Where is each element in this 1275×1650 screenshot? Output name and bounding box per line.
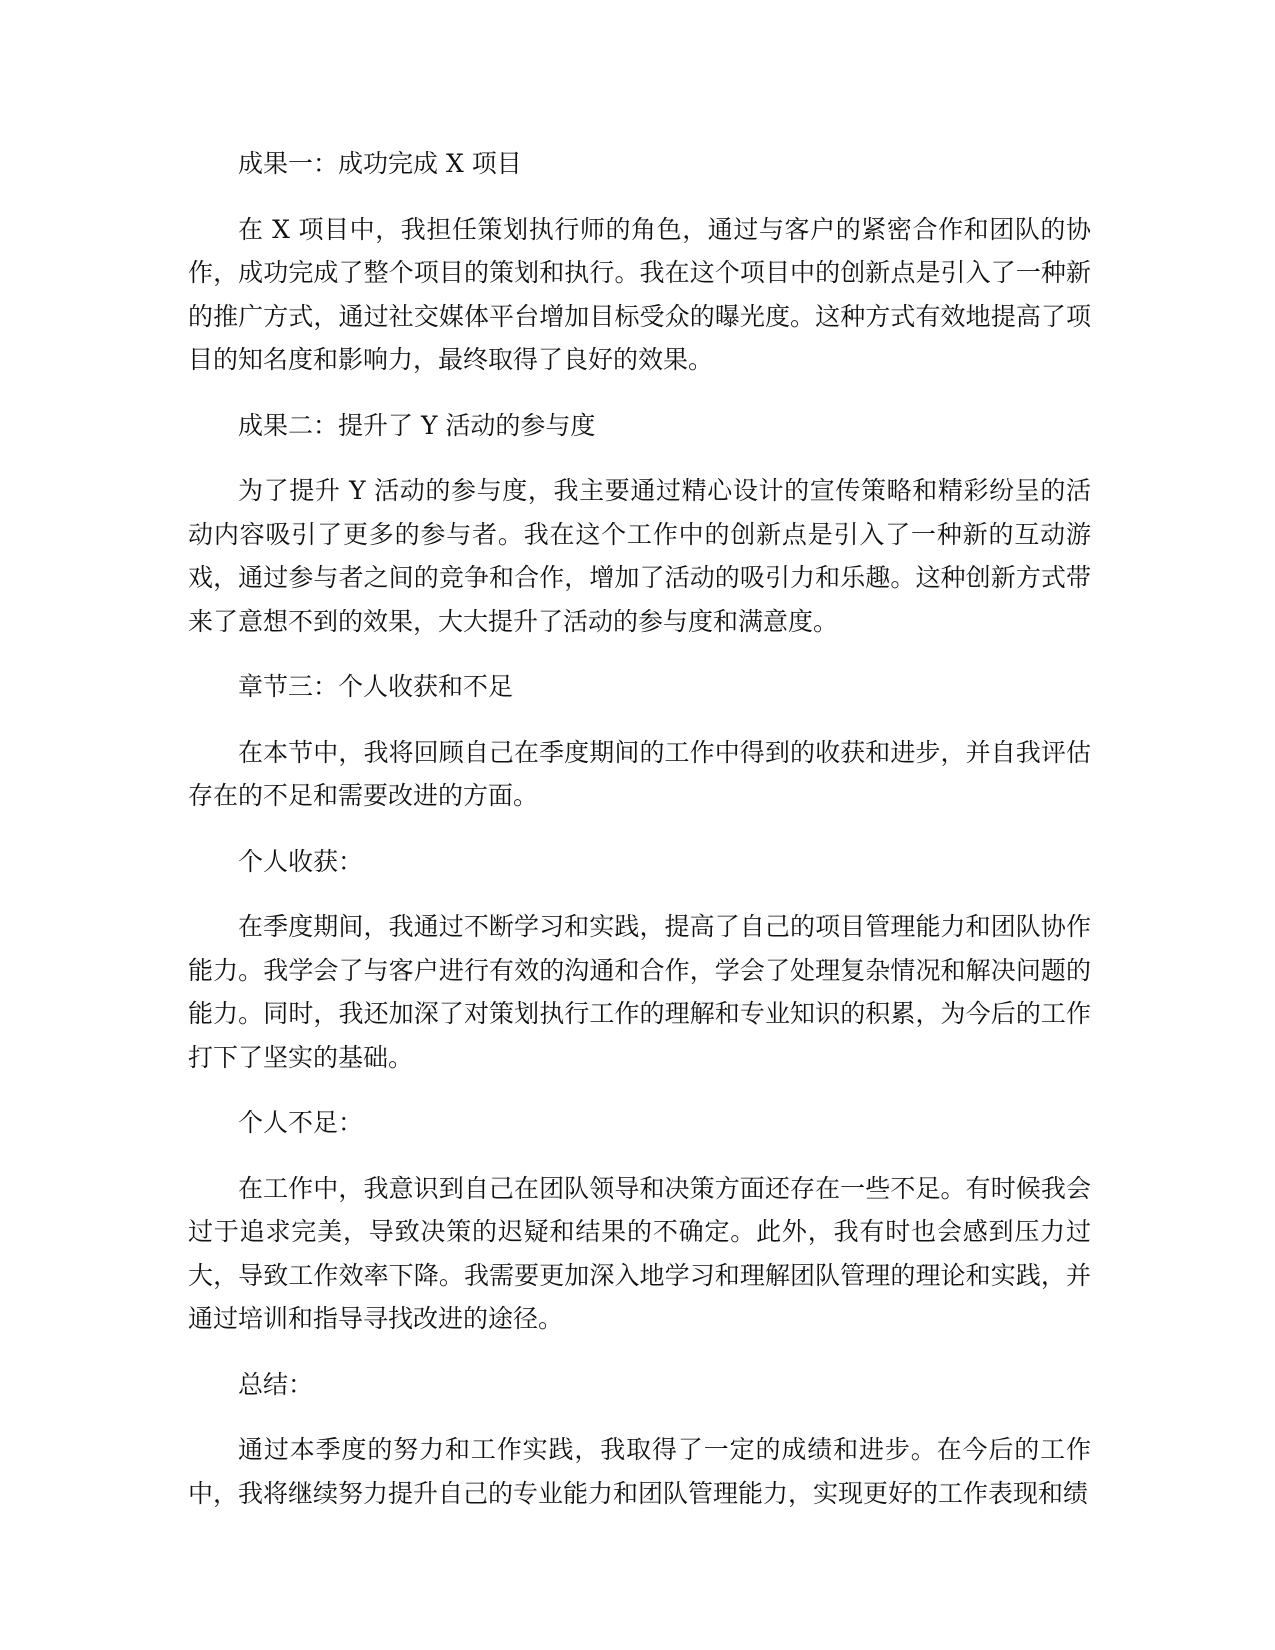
body-paragraph-personal-gains: 在季度期间，我通过不断学习和实践，提高了自己的项目管理能力和团队协作能力。我学会了与客户进行有效的沟通和合作，学会了处理复杂情况和解决问题的能力。同时，我还加深了对策划执行工作的理解和专业知识的积累，为今后的工作打下了坚实的基础。	[188, 912, 1091, 1072]
section-heading-personal-shortcomings: 个人不足：	[238, 1108, 364, 1137]
body-paragraph-chapter-intro: 在本节中，我将回顾自己在季度期间的工作中得到的收获和进步，并自我评估存在的不足和需要改进的方面。	[188, 737, 1091, 810]
section-heading-achievement-2: 成果二：提升了 Y 活动的参与度	[238, 410, 596, 440]
body-paragraph-personal-shortcomings: 在工作中，我意识到自己在团队领导和决策方面还存在一些不足。有时候我会过于追求完美，导致决策的迟疑和结果的不确定。此外，我有时也会感到压力过大，导致工作效率下降。我需要更加深入地学习和理解团队管理的理论和实践，并通过培训和指导寻找改进的途径。	[188, 1173, 1091, 1333]
section-heading-achievement-1: 成果一：成功完成 X 项目	[238, 149, 522, 178]
body-paragraph-achievement-2: 为了提升 Y 活动的参与度，我主要通过精心设计的宣传策略和精彩纷呈的活动内容吸引了更多的参与者。我在这个工作中的创新点是引入了一种新的互动游戏，通过参与者之间的竞争和合作，增加了活动的吸引力和乐趣。这种创新方式带来了意想不到的效果，大大提升了活动的参与度和满意度。	[188, 476, 1091, 636]
section-heading-personal-gains: 个人收获：	[238, 846, 364, 876]
document-body	[188, 142, 1091, 1537]
body-paragraph-achievement-1: 在 X 项目中，我担任策划执行师的角色，通过与客户的紧密合作和团队的协作，成功完成了整个项目的策划和执行。我在这个项目中的创新点是引入了一种新的推广方式，通过社交媒体平台增加目标受众的曝光度。这种方式有效地提高了项目的知名度和影响力，最终取得了良好的效果。	[188, 214, 1091, 374]
section-heading-summary: 总结：	[238, 1369, 314, 1399]
body-paragraph-summary: 通过本季度的努力和工作实践，我取得了一定的成绩和进步。在今后的工作中，我将继续努力提升自己的专业能力和团队管理能力，实现更好的工作表现和绩	[188, 1435, 1091, 1508]
chapter-heading-gains-and-shortcomings: 章节三：个人收获和不足	[238, 672, 514, 701]
